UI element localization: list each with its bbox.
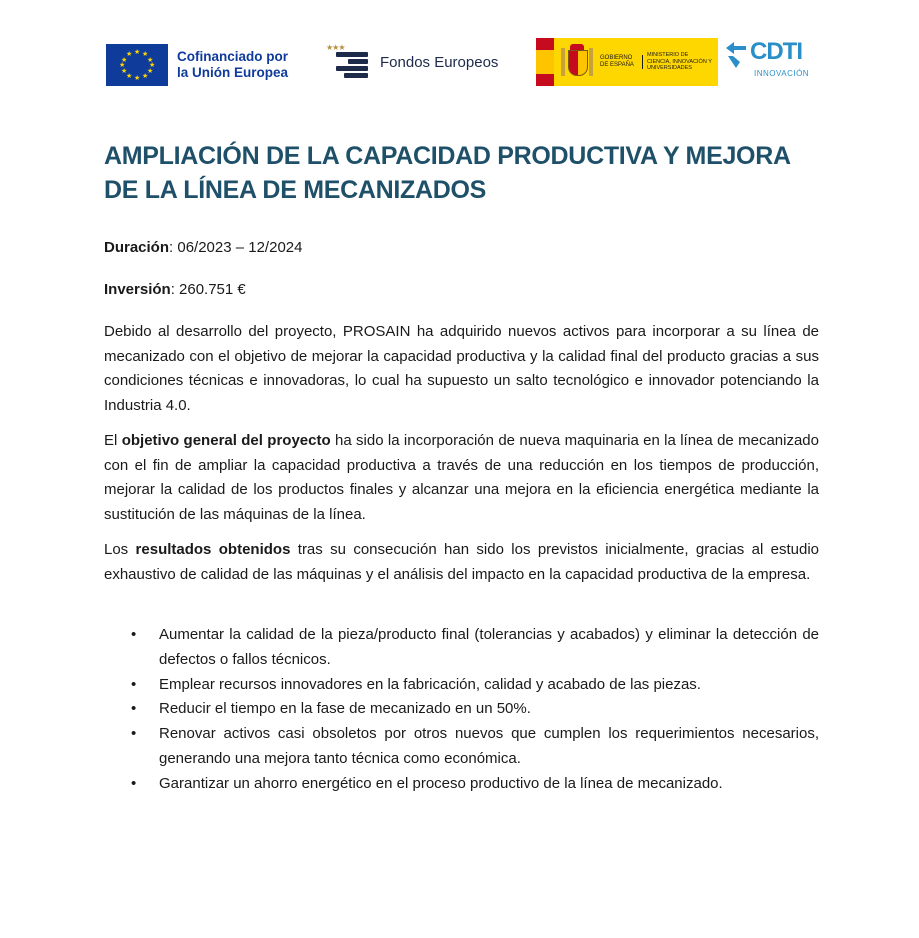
paragraph-intro: Debido al desarrollo del proyecto, PROSAIN ha adquirido nuevos activos para incorporar a su línea de mecanizado con el objetivo de mejorar la capacidad productiva y la calidad final del producto gracias a sus condiciones técnicas e innovadoras, lo cual ha supuesto un salto tecnológico e innovador potenciando la Industria 4.0. <box>104 323 819 414</box>
results-list <box>104 623 819 797</box>
list-item: • Reducir el tiempo en la fase de mecanizado en un 50%. <box>131 700 531 718</box>
investment-value: : 260.751 € <box>170 281 246 298</box>
cdti-logo <box>724 38 810 86</box>
investment-field <box>104 280 246 300</box>
eu-flag-icon: ★ ★ ★ ★ ★ ★ ★ ★ ★ ★ ★ ★ <box>106 44 168 86</box>
funding-logos-bar <box>106 38 810 90</box>
list-item: • Garantizar un ahorro energético en el proceso productivo de la línea de mecanizado. <box>131 774 723 792</box>
spain-coat-of-arms-icon <box>560 44 594 80</box>
cdti-mark-icon <box>724 40 752 70</box>
fondos-europeos-icon: ★★★ <box>326 44 372 80</box>
objective-emphasis: objetivo general del proyecto <box>121 432 331 449</box>
duration-field <box>104 238 302 258</box>
list-item: • Renovar activos casi obsoletos por otros nuevos que cumplen los requerimientos necesarios, generando una mejora tanto técnica como económica. <box>131 725 819 767</box>
gobierno-espana-logo <box>536 38 718 86</box>
eu-logo-text: Cofinanciado por la Unión Europea <box>177 49 289 80</box>
fondos-europeos-logo <box>326 44 498 80</box>
ministry-label: MINISTERIO DE CIENCIA, INNOVACIÓN Y UNIVERSIDADES <box>647 52 712 72</box>
duration-label: Duración <box>104 239 170 256</box>
paragraph-results: Los resultados obtenidos tras su consecución han sido los previstos inicialmente, gracias al estudio exhaustivo de calidad de las máquinas y el análisis del impacto en la capacidad productiva de la empresa. <box>104 541 820 583</box>
list-item: • Aumentar la calidad de la pieza/producto final (tolerancias y acabados) y eliminar la detección de defectos o fallos técnicos. <box>131 626 819 668</box>
fondos-europeos-text: Fondos Europeos <box>380 53 499 71</box>
results-emphasis: resultados obtenidos <box>135 541 291 558</box>
paragraph-objective: El objetivo general del proyecto ha sido la incorporación de nueva maquinaria en la línea de mecanizado con el fin de ampliar la capacidad productiva a través de una reducción en los tiempos de producción, mejorar la calidad de los productos finales y alcanzar una mejora en la eficiencia energética mediante la sustitución de las máquinas de la línea. <box>104 432 819 523</box>
page-title: AMPLIACIÓN DE LA CAPACIDAD PRODUCTIVA Y MEJORA DE LA LÍNEA DE MECANIZADOS <box>104 142 790 204</box>
cdti-subtitle: INNOVACIÓN <box>754 69 810 78</box>
duration-value: : 06/2023 – 12/2024 <box>169 239 303 256</box>
eu-cofinanced-logo <box>106 44 288 86</box>
eu-stars-strip-icon <box>536 38 554 86</box>
investment-label: Inversión <box>104 281 171 298</box>
list-item: • Emplear recursos innovadores en la fabricación, calidad y acabado de las piezas. <box>131 675 701 693</box>
gobierno-label: GOBIERNO DE ESPAÑA <box>600 55 643 69</box>
cdti-name: CDTI <box>750 38 802 65</box>
